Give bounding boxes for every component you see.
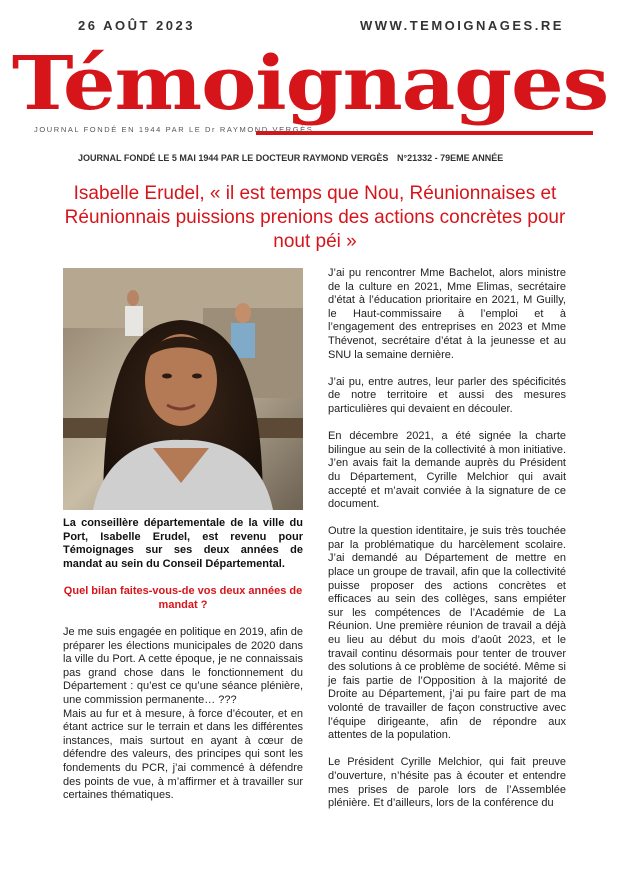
paragraph: Le Président Cyrille Melchior, qui fait preuve d’ouverture, n’hésite pas à écouter et entendre mes prises de parole lors de l’Assemblée plénière. Et d’ailleurs, lors de la conférence du xyxy=(328,756,566,810)
website-url[interactable]: WWW.TEMOIGNAGES.RE xyxy=(360,18,564,33)
paragraph: Je me suis engagée en politique en 2019, afin de préparer les élections municipales de 2020 dans la ville du Port. A cette époque, je ne connaissais pas grand chose dans le fonctionnement du Département : qu’est ce qu’une séance plénière, une commission permanente… ??? xyxy=(63,626,303,706)
paragraph: Mais au fur et à mesure, à force d’écouter, et en étant actrice sur le terrain et dans les différentes instances, mais surtout en ayant à cœur de défendre des valeurs, des principes qui sont les fondements du PCR, j’ai commencé à défendre des points de vue, à m’affirmer et à travailler sur certaines thématiques. xyxy=(63,707,303,802)
newspaper-logo: Témoignages xyxy=(11,41,609,127)
paragraph: J’ai pu rencontrer Mme Bachelot, alors ministre de la culture en 2021, Mme Elimas, secrétaire d’état à l’éducation prioritaire en 2021, M Guilly, le Haut-commissaire à l’emploi et à l’engagement des entreprises en 2023 et Mme Thévenot, secrétaire d’état à la jeunesse et au SNU la semaine dernière. xyxy=(328,267,566,361)
issue-number: N°21332 - 79EME ANNÉE xyxy=(397,153,504,163)
paragraph: Outre la question identitaire, je suis très touchée par la problématique du harcèlement scolaire. J’ai demandé au Département de mettre en place un groupe de travail, afin que la collectivité puisse proposer des actions concrètes et efficaces au sein des collèges, sans empiéter sur les compétences de l’Académie de La Réunion. Une première réunion de travail a déjà eu lieu au début du mois d’août 2023, et le travail continu désormais pour tenter de trouver des solutions à ce problème de société. Même si je fais partie de l’Opposition à la majorité de Droite au Département, j’ai pu faire part de ma volonté de travailler de façon constructive avec l’équipe dirigeante, afin de répondre aux attentes de la population. xyxy=(328,525,566,742)
article-headline: Isabelle Erudel, « il est temps que Nou, Réunionnaises et Réunionnais puissions prenions des actions concrètes pour nout péi » xyxy=(64,183,566,252)
photo-caption: La conseillère départementale de la ville du Port, Isabelle Erudel, est revenu pour Témoignages sur ses deux années de mandat au sein du Conseil Départemental. xyxy=(63,517,303,570)
masthead-subtitle: JOURNAL FONDÉ EN 1944 PAR LE Dr RAYMOND VERGÈS xyxy=(34,125,314,134)
issue-date: 26 AOÛT 2023 xyxy=(78,18,195,33)
article-column-left xyxy=(63,626,303,803)
portrait-image xyxy=(63,268,303,510)
paragraph: J’ai pu, entre autres, leur parler des spécificités de notre territoire et aussi des mesures particulières qui devaient en découler. xyxy=(328,375,566,415)
article-photo xyxy=(63,268,303,510)
interview-question: Quel bilan faites-vous-de vos deux années de mandat ? xyxy=(63,585,303,611)
masthead xyxy=(11,38,609,138)
paragraph: En décembre 2021, a été signée la charte bilingue au sein de la collectivité à mon initiative. J’en avais fait la demande auprès du Président du Département, Cyrille Melchior qui avait accepté et m’avait conviée à la signature de ce document. xyxy=(328,430,566,511)
article-column-right xyxy=(328,267,566,824)
founding-line: JOURNAL FONDÉ LE 5 MAI 1944 PAR LE DOCTEUR RAYMOND VERGÈS xyxy=(78,153,389,163)
